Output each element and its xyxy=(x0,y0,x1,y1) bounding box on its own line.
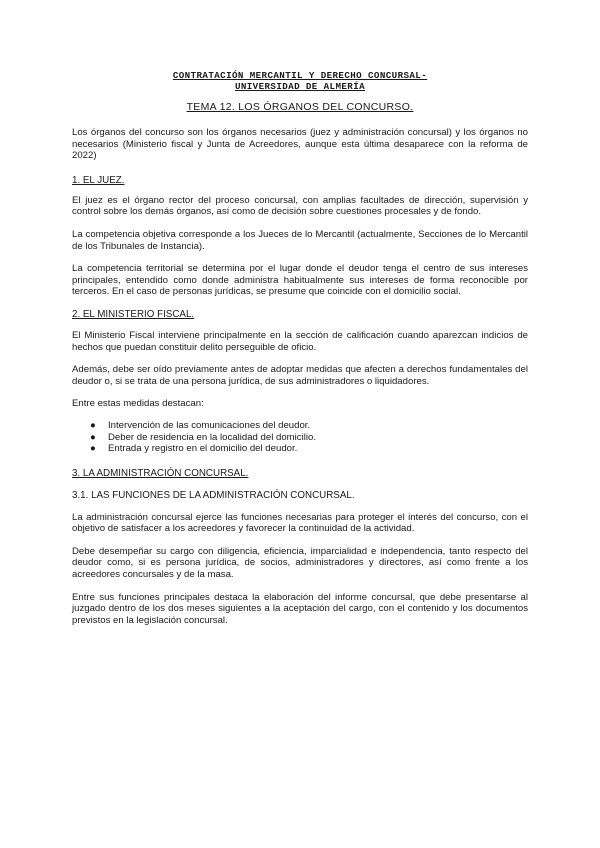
bullet-icon: ● xyxy=(90,443,96,455)
list-item xyxy=(72,420,528,432)
prosecutor-paragraph-2: Además, debe ser oído previamente antes de adoptar medidas que afecten a derechos fundamentales del deudor o, si se trata de una persona jurídica, de sus administradores o liquidadores. xyxy=(72,364,528,387)
list-item xyxy=(72,443,528,455)
measures-list xyxy=(72,420,528,455)
section-heading-administration: 3. LA ADMINISTRACIÓN CONCURSAL. xyxy=(72,467,249,479)
list-item xyxy=(72,432,528,444)
section-heading-prosecutor: 2. EL MINISTERIO FISCAL. xyxy=(72,308,195,320)
administration-paragraph-2: Debe desempeñar su cargo con diligencia, eficiencia, imparcialidad e independencia, tanto respecto del deudor como, si es persona jurídica, de socios, administradores y directores, así como frente a los acreedores concursales y de la masa. xyxy=(72,545,528,581)
list-item-text: Entrada y registro en el domicilio del deudor. xyxy=(108,443,298,455)
header-university: UNIVERSIDAD DE ALMERÍA xyxy=(234,81,366,92)
bullet-icon: ● xyxy=(90,431,96,443)
judge-paragraph-3: La competencia territorial se determina por el lugar donde el deudor tenga el centro de sus intereses principales, entendido como donde administra habitualmente sus intereses de forma reconocible por terceros. En el caso de personas jurídicas, se presume que coincide con el domicilio social. xyxy=(72,263,528,298)
bullet-icon: ● xyxy=(90,419,96,431)
section-heading-judge: 1. EL JUEZ. xyxy=(72,174,125,186)
prosecutor-paragraph-3: Entre estas medidas destacan: xyxy=(72,398,204,410)
list-item-text: Deber de residencia en la localidad del domicilio. xyxy=(108,431,316,443)
judge-paragraph-1: El juez es el órgano rector del proceso concursal, con amplias facultades de dirección, supervisión y control sobre los demás órganos, así como de decisión sobre cuestiones procesales y de fondo. xyxy=(72,194,528,218)
administration-paragraph-1: La administración concursal ejerce las funciones necesarias para proteger el interés del concurso, con el objetivo de satisfacer a los acreedores y favorecer la continuidad de la actividad. xyxy=(72,511,528,535)
list-item-text: Intervención de las comunicaciones del deudor. xyxy=(108,419,311,431)
header-course-title: CONTRATACIÓN MERCANTIL Y DERECHO CONCURSAL- xyxy=(172,70,428,81)
prosecutor-paragraph-1: El Ministerio Fiscal interviene principalmente en la sección de calificación cuando aparezcan indicios de hechos que puedan constituir delito perseguible de oficio. xyxy=(72,329,528,353)
intro-paragraph: Los órganos del concurso son los órganos necesarios (juez y administración concursal) y los órganos no necesarios (Ministerio fiscal y Junta de Acreedores, aunque esta última desaparece con la reforma de 2022) xyxy=(72,127,528,162)
document-header xyxy=(72,70,528,92)
topic-title: TEMA 12. LOS ÓRGANOS DEL CONCURSO. xyxy=(186,101,414,113)
subsection-heading-functions: 3.1. LAS FUNCIONES DE LA ADMINISTRACIÓN CONCURSAL. xyxy=(72,489,355,501)
administration-paragraph-3: Entre sus funciones principales destaca la elaboración del informe concursal, que debe presentarse al juzgado dentro de los dos meses siguientes a la aceptación del cargo, con el contenido y los documentos previstos en la legislación concursal. xyxy=(72,591,528,626)
judge-paragraph-2: La competencia objetiva corresponde a los Jueces de lo Mercantil (actualmente, Secciones de lo Mercantil de los Tribunales de Instancia). xyxy=(72,228,528,252)
